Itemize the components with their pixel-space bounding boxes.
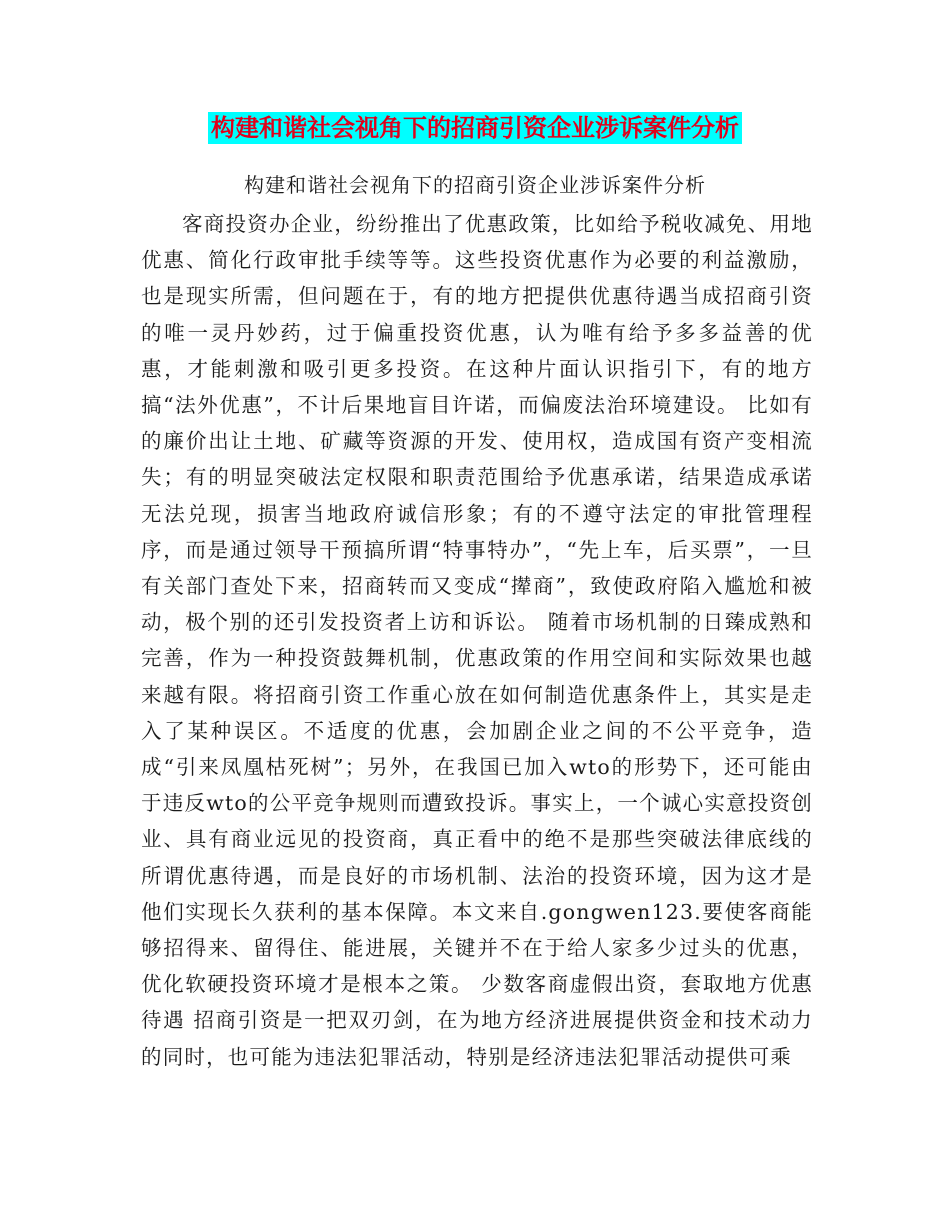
body-paragraph: 客商投资办企业，纷纷推出了优惠政策，比如给予税收减免、用地优惠、简化行政审批手续等等。这些投资优惠作为必要的利益激励，也是现实所需，但问题在于，有的地方把提供优惠待遇当成招商引资的唯一灵丹妙药，过于偏重投资优惠，认为唯有给予多多益善的优惠，才能刺激和吸引更多投资。在这种片面认识指引下，有的地方搞“法外优惠”，不计后果地盲目许诺，而偏废法治环境建设。 比如有的廉价出让土地、矿藏等资源的开发、使用权，造成国有资产变相流失；有的明显突破法定权限和职责范围给予优惠承诺，结果造成承诺无法兑现，损害当地政府诚信形象；有的不遵守法定的审批管理程序，而是通过领导干预搞所谓“特事特办”，“先上车，后买票”，一旦有关部门查处下来，招商转而又变成“撵商”，致使政府陷入尴尬和被动，极个别的还引发投资者上访和诉讼。 随着市场机制的日臻成熟和完善，作为一种投资鼓舞机制，优惠政策的作用空间和实际效果也越来越有限。将招商引资工作重心放在如何制造优惠条件上，其实是走入了某种误区。不适度的优惠，会加剧企业之间的不公平竞争，造成“引来凤凰枯死树”；另外，在我国已加入wto的形势下，还可能由于违反wto的公平竞争规则而遭致投诉。事实上，一个诚心实意投资创业、具有商业远见的投资商，真正看中的绝不是那些突破法律底线的所谓优惠待遇，而是良好的市场机制、法治的投资环境，因为这才是他们实现长久获利的基本保障。本文来自.gongwen123.要使客商能够招得来、留得住、能进展，关键并不在于给人家多少过头的优惠，优化软硬投资环境才是根本之策。 少数客商虚假出资，套取地方优惠待遇 招商引资是一把双刃剑，在为地方经济进展提供资金和技术动力的同时，也可能为违法犯罪活动，特别是经济违法犯罪活动提供可乘 <box>141 212 813 1069</box>
title-container <box>0 112 950 144</box>
document-title: 构建和谐社会视角下的招商引资企业涉诉案件分析 <box>208 112 742 144</box>
document-subtitle: 构建和谐社会视角下的招商引资企业涉诉案件分析 <box>244 173 706 197</box>
